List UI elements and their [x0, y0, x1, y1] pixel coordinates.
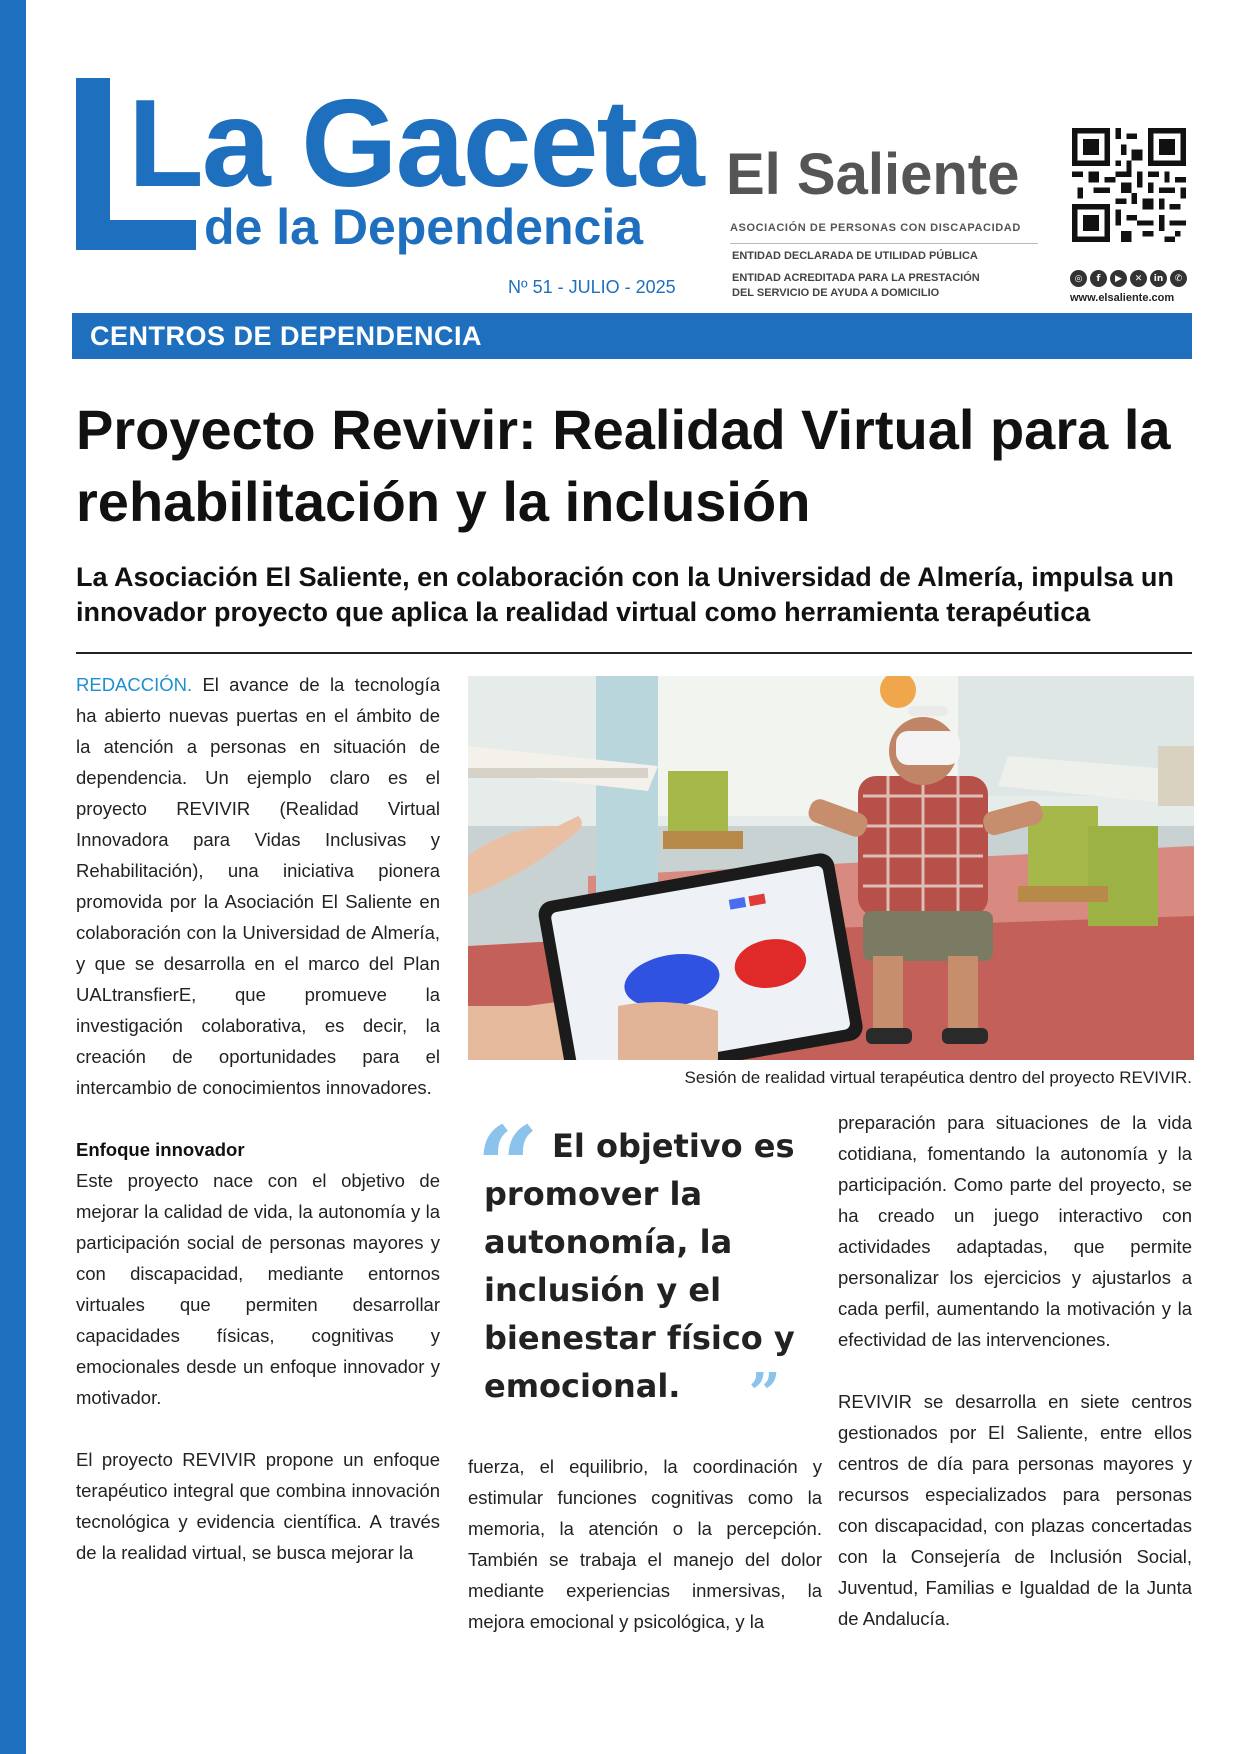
divider [76, 652, 1192, 654]
issue-number: Nº 51 - JULIO - 2025 [508, 277, 676, 297]
article-column-middle [468, 1451, 822, 1637]
left-accent-bar [0, 0, 26, 1754]
section-subheading: Enfoque innovador [76, 1139, 245, 1160]
article-column-right [838, 1107, 1192, 1634]
article-paragraph: Este proyecto nace con el objetivo de mejorar la calidad de vida, la autonomía y la participación social de personas mayores y con discapacidad, mediante entornos virtuales que permiten desarrollar capacidades físicas, cognitivas y emocionales desde un enfoque innovador y motivador. [76, 1170, 440, 1408]
linkedin-icon[interactable]: in [1150, 270, 1167, 287]
section-banner [72, 313, 1192, 359]
article-paragraph: REVIVIR se desarrolla en siete centros gestionados por El Saliente, entre ellos centros de día para personas mayores y recursos especializados para personas con discapacidad, con plazas concertadas con la Consejería de Inclusión Social, Juventud, Familias e Igualdad de la Junta de Andalucía. [838, 1391, 1192, 1629]
article-subheadline: La Asociación El Saliente, en colaboración con la Universidad de Almería, impulsa un innovador proyecto que aplica la realidad virtual como herramienta terapéutica [76, 562, 1174, 627]
facebook-icon[interactable]: f [1090, 270, 1107, 287]
x-icon[interactable]: ✕ [1130, 270, 1147, 287]
photo-caption: Sesión de realidad virtual terapéutica dentro del proyecto REVIVIR. [684, 1068, 1192, 1087]
association-accredited: ENTIDAD ACREDITADA PARA LA PRESTACIÓN DEL SERVICIO DE AYUDA A DOMICILIO [732, 272, 980, 299]
association-declared: ENTIDAD DECLARADA DE UTILIDAD PÚBLICA [732, 250, 978, 262]
article-column-left [76, 669, 440, 1568]
article-paragraph: fuerza, el equilibrio, la coordinación y estimular funciones cognitivas como la memoria, la atención o la percepción. También se trabaja el manejo del dolor mediante experiencias inmersivas, la mejora emocional y psicológica, y la [468, 1456, 822, 1632]
article-photo [468, 676, 1194, 1060]
article-paragraph: REDACCIÓN. El avance de la tecnología ha abierto nuevas puertas en el ámbito de la atención a personas en situación de dependencia. Un ejemplo claro es el proyecto REVIVIR (Realidad Virtual Innovadora para Vidas Inclusivas y Rehabilitación), una iniciativa pionera promovida por la Asociación El Saliente en colaboración con la Universidad de Almería, y que se desarrolla en el marco del Plan UALtransfierE, que promueve la investigación colaborativa, es decir, la creación de oportunidades para el intercambio de conocimientos innovadores. [76, 674, 441, 1098]
divider [730, 243, 1038, 244]
whatsapp-icon[interactable]: ✆ [1170, 270, 1187, 287]
qr-code-icon[interactable] [1072, 128, 1186, 242]
byline: REDACCIÓN. [76, 674, 193, 695]
association-subtitle: ASOCIACIÓN DE PERSONAS CON DISCAPACIDAD [730, 222, 1021, 234]
logo-title: La Gaceta [128, 75, 703, 213]
instagram-icon[interactable]: ◎ [1070, 270, 1087, 287]
article-headline: Proyecto Revivir: Realidad Virtual para la rehabilitación y la inclusión [76, 398, 1171, 533]
association-name: El Saliente [726, 142, 1020, 207]
article-paragraph: preparación para situaciones de la vida cotidiana, fomentando la autonomía y la participación. Como parte del proyecto, se ha creado un juego interactivo con actividades adaptadas, que permite personalizar los ejercicios y ajustarlos a cada perfil, aumentando la motivación y la efectividad de las intervenciones. [838, 1112, 1192, 1350]
section-title: CENTROS DE DEPENDENCIA [90, 321, 483, 351]
social-links [1070, 270, 1187, 287]
article-paragraph: El proyecto REVIVIR propone un enfoque terapéutico integral que combina innovación tecnológica y evidencia científica. A través de la realidad virtual, se busca mejorar la [76, 1449, 440, 1563]
youtube-icon[interactable]: ▶ [1110, 270, 1127, 287]
website-link[interactable]: www.elsaliente.com [1070, 292, 1175, 304]
quote-close-icon: ” [748, 1361, 781, 1427]
quote-open-icon: “ [476, 1102, 540, 1231]
pull-quote-text: El objetivo es promover la autonomía, la inclusión y el bienestar físico y emocional. [484, 1127, 795, 1405]
logo-subtitle: de la Dependencia [204, 199, 644, 255]
